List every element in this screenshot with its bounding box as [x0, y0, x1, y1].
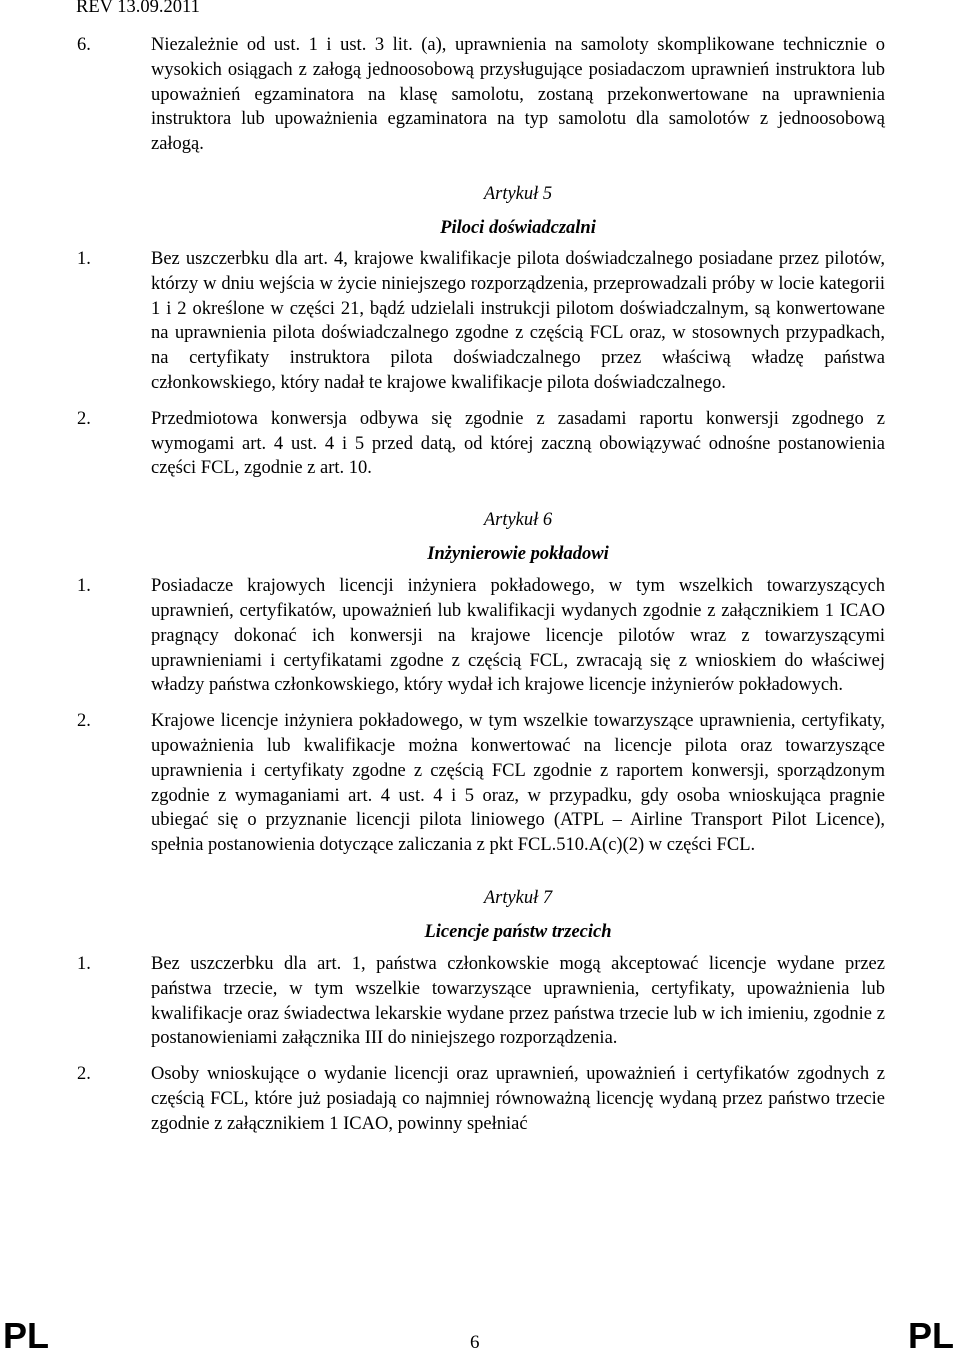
article-6-paragraph-2 — [77, 709, 885, 858]
paragraph-6 — [77, 33, 885, 157]
article-5-paragraph-1 — [77, 247, 885, 396]
article-5-paragraph-2 — [77, 407, 885, 481]
page-number: 6 — [470, 1332, 480, 1353]
footer-language-left: PL — [3, 1315, 50, 1356]
paragraph-number: 2. — [77, 408, 91, 429]
article-7-paragraph-1 — [77, 952, 885, 1051]
article-7-paragraph-2 — [77, 1062, 885, 1136]
paragraph-text: Przedmiotowa konwersja odbywa się zgodnie z zasadami raportu konwersji zgodnego z wymogami art. 4 ust. 4 i 5 przed datą, od której zaczną obowiązywać odnośne postanowienia części FCL, zgodnie z art. 10. — [151, 408, 885, 479]
paragraph-text: Bez uszczerbku dla art. 1, państwa członkowskie mogą akceptować licencje wydane przez państwa trzecie, w tym wszelkie towarzyszące uprawnienia, certyfikaty, upoważnienia lub kwalifikacje oraz świadectwa lekarskie wydane przez państwa trzecie lub w ich imieniu, zgodnie z postanowieniami załącznika III do niniejszego rozporządzenia. — [151, 953, 885, 1049]
revision-header: REV 13.09.2011 — [76, 0, 200, 17]
footer-language-right: PL — [907, 1315, 954, 1356]
article-5-title: Piloci doświadczalni — [440, 217, 596, 238]
paragraph-text: Bez uszczerbku dla art. 4, krajowe kwalifikacje pilota doświadczalnego posiadane przez pilotów, którzy w dniu wejścia w życie niniejszego rozporządzenia, przeprowadzali próby w locie kategorii 1 i 2 określone w części 21, bądź udzielali instrukcji pilotom doświadczalnym, są konwertowane na uprawnienia pilota doświadczalnego zgodne z częścią FCL oraz, w stosownych przypadkach, na certyfikaty instruktora pilota doświadczalnego przez właściwą władzę państwa członkowskiego, który nadał te krajowe kwalifikacje pilota doświadczalnego. — [151, 248, 885, 393]
paragraph-number: 1. — [77, 576, 91, 597]
article-6-title: Inżynierowie pokładowi — [427, 544, 609, 565]
article-5-label: Artykuł 5 — [483, 183, 553, 204]
article-6-paragraph-1 — [77, 574, 885, 698]
document-body — [77, 33, 885, 1137]
paragraph-text: Niezależnie od ust. 1 i ust. 3 lit. (a), uprawnienia na samoloty skomplikowane technicznie o wysokich osiągach z załogą jednoosobową przysługujące posiadaczom uprawnień instruktora lub upoważnień egzaminatora na klasę samolotu, zostaną przekonwertowane na uprawnienia instruktora lub upoważnienia egzaminatora na typ samolotu dla samolotów z jednoosobową załogą. — [151, 35, 885, 155]
article-7-title: Licencje państw trzecich — [424, 921, 612, 942]
paragraph-number: 1. — [77, 953, 91, 974]
paragraph-text: Krajowe licencje inżyniera pokładowego, w tym wszelkie towarzyszące uprawnienia, certyfikaty, upoważnienia lub kwalifikacje można konwertować na licencje pilota oraz towarzyszące uprawnienia i certyfikaty zgodne z częścią FCL zgodnie z raportem konwersji, sporządzonym zgodnie z wymaganiami art. 4 ust. 4 i 5 oraz, w przypadku, gdy osoba wnioskująca pragnie ubiegać się o przyznanie licencji pilota liniowego (ATPL – Airline Transport Pilot Licence), spełnia postanowienia dotyczące zaliczania z pkt FCL.510.A(c)(2) w części FCL. — [151, 711, 885, 856]
article-6-label: Artykuł 6 — [483, 510, 553, 531]
paragraph-text: Osoby wnioskujące o wydanie licencji oraz uprawnień, upoważnień i certyfikatów zgodnych z częścią FCL, które już posiadają co najmniej równoważną licencję wydaną przez państwo trzecie zgodnie z załącznikiem 1 ICAO, powinny spełniać — [151, 1064, 885, 1134]
paragraph-number: 6. — [77, 35, 91, 55]
paragraph-number: 2. — [77, 711, 91, 732]
paragraph-number: 2. — [77, 1064, 91, 1085]
paragraph-number: 1. — [77, 248, 91, 269]
article-7-label: Artykuł 7 — [483, 887, 553, 908]
paragraph-text: Posiadacze krajowych licencji inżyniera pokładowego, w tym wszelkich towarzyszących uprawnień, certyfikatów, upoważnień lub kwalifikacji wydanych zgodnie z załącznikiem 1 ICAO pragnący dokonać ich konwersji na krajowe licencje pilotów wraz z towarzyszącymi uprawnieniami i certyfikatami zgodne z częścią FCL, zwracają się z wnioskiem do właściwej władzy państwa członkowskiego, który wydał ich krajowe licencje inżynierów pokładowych. — [151, 576, 885, 696]
